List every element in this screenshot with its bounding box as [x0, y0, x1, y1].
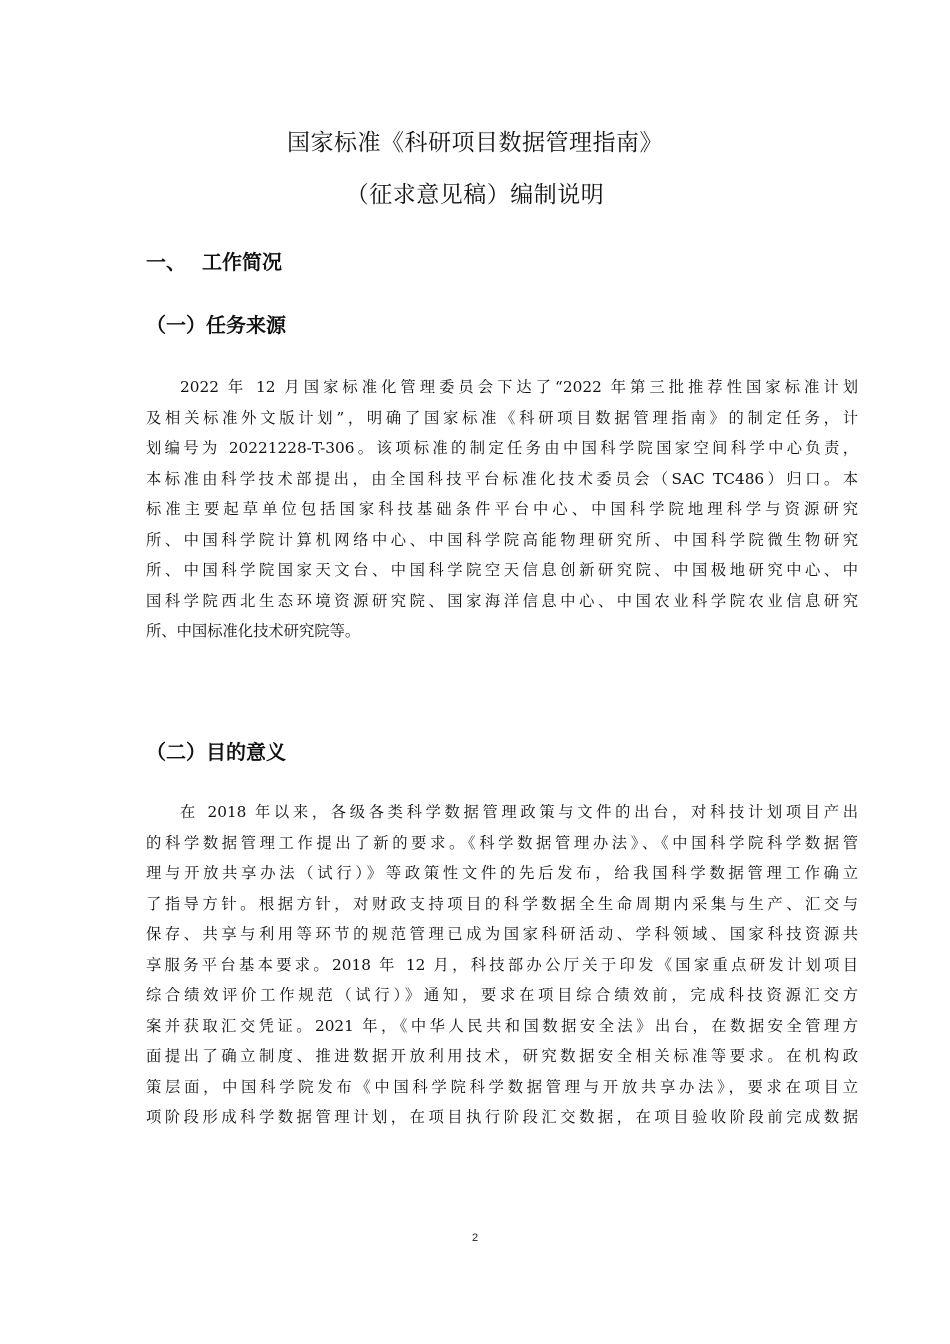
- text-line: 所、中国科学院计算机网络中心、中国科学院高能物理研究所、中国科学院微生物研究: [146, 530, 858, 549]
- text-line: 的科学数据管理工作提出了新的要求。《科学数据管理办法》、《中国科学院科学数据管: [146, 833, 858, 852]
- page-number: 2: [471, 1232, 479, 1244]
- text-line: 了指导方针。根据方针，对财政支持项目的科学数据全生命周期内采集与生产、汇交与: [146, 894, 858, 913]
- subsection-heading-task-source: （一）任务来源: [146, 313, 286, 337]
- text-line: 本标准由科学技术部提出，由全国科技平台标准化技术委员会（SAC TC486）归口。本: [146, 469, 858, 488]
- text-line: 在 2018 年以来，各级各类科学数据管理政策与文件的出台，对科技计划项目产出: [180, 803, 859, 821]
- text-line: 划编号为 20221228-T-306。该项标准的制定任务由中国科学院国家空间科学中心负责，: [146, 439, 858, 457]
- text-line: 及相关标准外文版计划”，明确了国家标准《科研项目数据管理指南》的制定任务，计: [146, 408, 858, 427]
- section-heading-work-overview: [146, 246, 282, 275]
- text-line: 保存、共享与利用等环节的规范管理已成为国家科研活动、学科领域、国家科技资源共: [146, 925, 858, 943]
- text-line: 理与开放共享办法（试行）》等政策性文件的先后发布，给我国科学数据管理工作确立: [146, 864, 858, 882]
- text-line: 享服务平台基本要求。2018 年 12 月，科技部办公厅关于印发《国家重点研发计划项目: [146, 955, 858, 974]
- paragraph-task-source: [146, 372, 858, 647]
- text-line: 所、中国标准化技术研究院等。: [146, 622, 361, 640]
- text-line: 综合绩效评价工作规范（试行）》通知，要求在项目综合绩效前，完成科技资源汇交方: [146, 986, 858, 1004]
- subsection-heading-purpose: （二）目的意义: [146, 740, 286, 764]
- section-title: 工作简况: [202, 250, 282, 274]
- document-subtitle: （征求意见稿）编制说明: [345, 182, 605, 208]
- section-number: 一、: [146, 250, 186, 274]
- text-line: 面提出了确立制度、推进数据开放利用技术，研究数据安全相关标准等要求。在机构政: [146, 1047, 858, 1065]
- text-line: 2022 年 12 月国家标准化管理委员会下达了“2022 年第三批推荐性国家标准计划: [180, 378, 858, 396]
- document-title: 国家标准《科研项目数据管理指南》: [287, 130, 663, 156]
- text-line: 项阶段形成科学数据管理计划，在项目执行阶段汇交数据，在项目验收阶段前完成数据: [146, 1108, 858, 1126]
- text-line: 标准主要起草单位包括国家科技基础条件平台中心、中国科学院地理科学与资源研究: [146, 500, 858, 518]
- text-line: 案并获取汇交凭证。2021 年，《中华人民共和国数据安全法》出台，在数据安全管理方: [146, 1016, 858, 1035]
- paragraph-purpose: [146, 797, 858, 1133]
- text-line: 策层面，中国科学院发布《中国科学院科学数据管理与开放共享办法》，要求在项目立: [146, 1077, 858, 1096]
- text-line: 所、中国科学院国家天文台、中国科学院空天信息创新研究院、中国极地研究中心、中: [146, 561, 858, 579]
- text-line: 国科学院西北生态环境资源研究院、国家海洋信息中心、中国农业科学院农业信息研究: [146, 591, 858, 610]
